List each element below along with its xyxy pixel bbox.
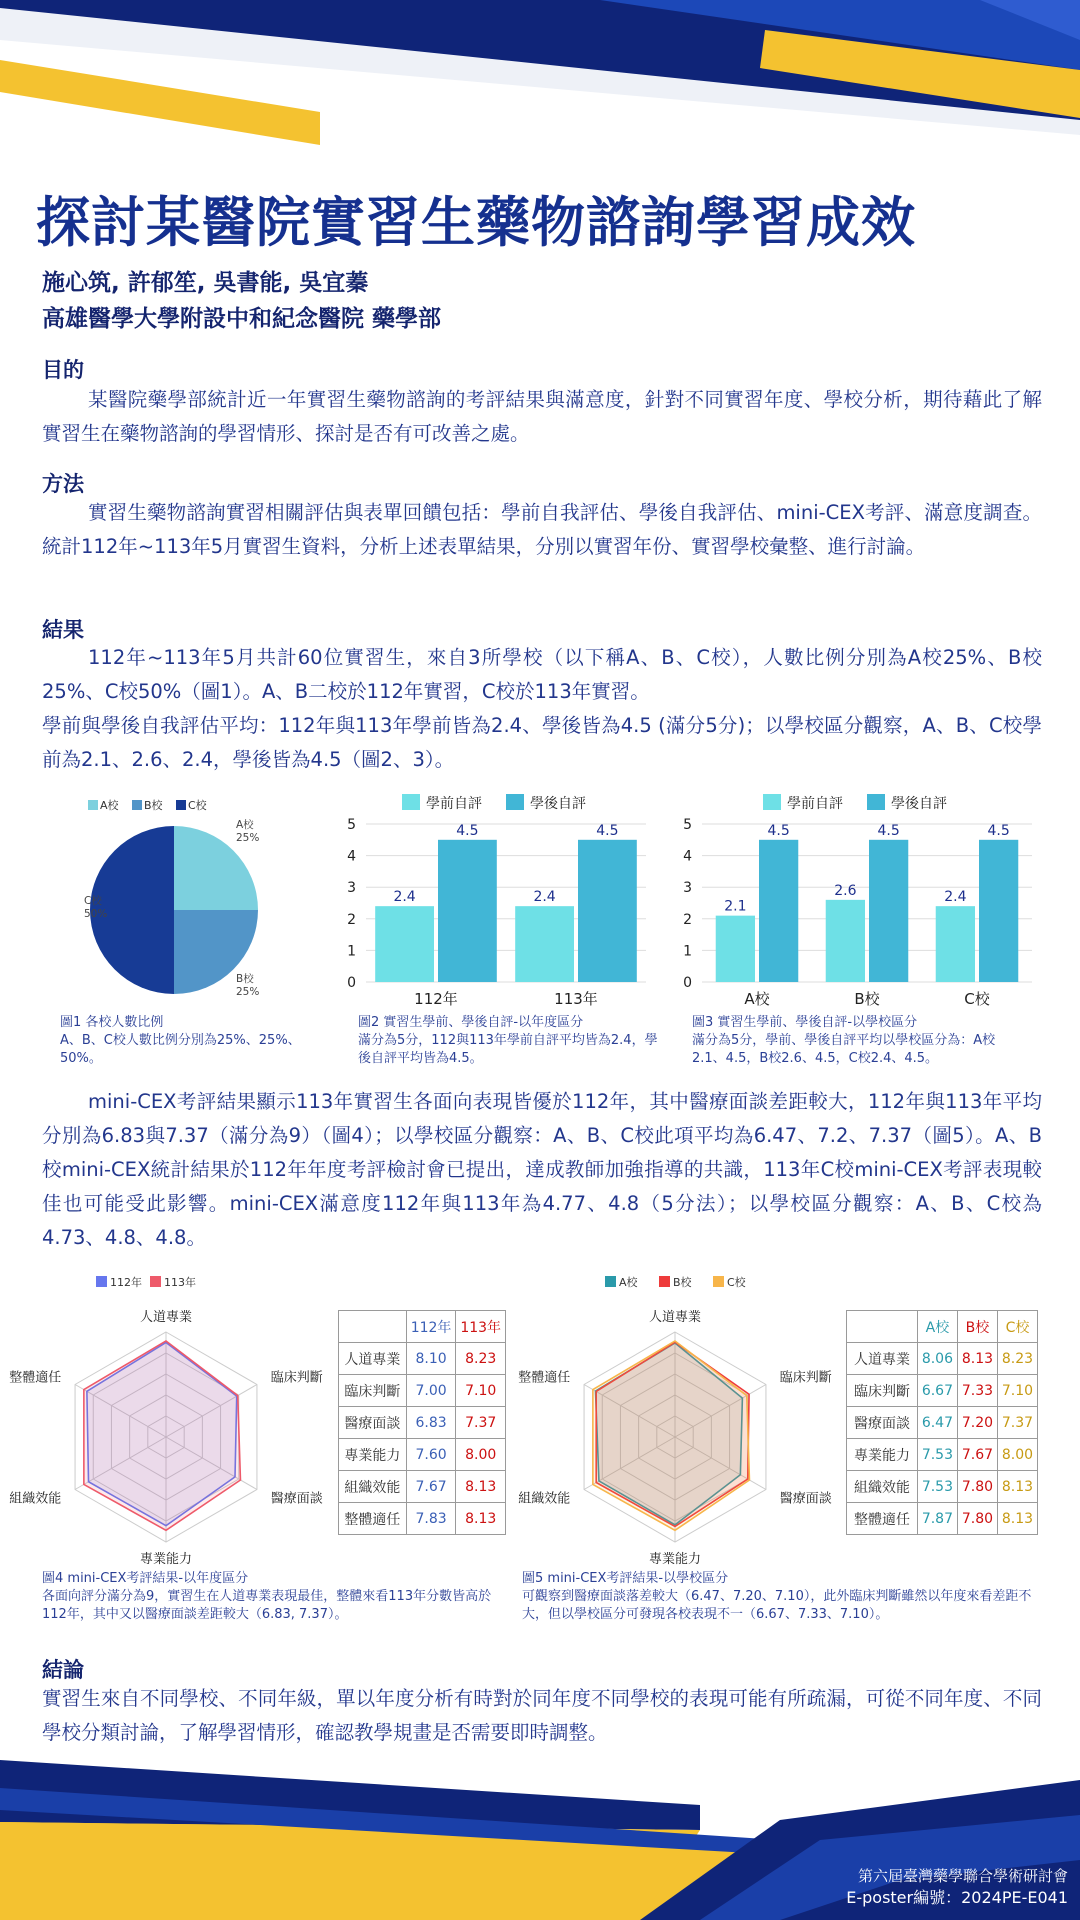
bar-legend-swatch — [506, 794, 524, 810]
table-row — [339, 1471, 506, 1503]
figure-1-caption: 圖1 各校人數比例 A、B、C校人數比例分別為25%、25%、50%。 — [60, 1015, 301, 1066]
bar-legend-swatch — [763, 794, 781, 810]
figure-3-bar-chart — [676, 788, 1036, 1010]
table-row — [339, 1343, 506, 1375]
bar — [759, 840, 798, 982]
bar-y-tick: 0 — [683, 975, 692, 991]
radar-axis-label: 醫療面談 — [779, 1491, 832, 1507]
bar-value-label: 2.6 — [834, 882, 857, 899]
bar-x-tick: C校 — [964, 990, 990, 1008]
methods-text: 實習生藥物諮詢實習相關評估與表單回饋包括：學前自我評估、學後自我評估、mini-CEX考評、滿意度調查。統計112年~113年5月實習生資料，分析上述表單結果，分別以實習年份、實習學校彙整、進行討論。 — [42, 501, 1042, 558]
bar-value-label: 2.1 — [724, 898, 747, 915]
figure-5-radar-chart — [518, 1272, 852, 1567]
table-cell: 人道專業 — [847, 1343, 918, 1375]
affiliation: 高雄醫學大學附設中和紀念醫院 藥學部 — [42, 306, 442, 332]
bar — [869, 840, 908, 982]
radar-axis-label: 整體適任 — [518, 1370, 571, 1386]
pie-label-name: A校 — [236, 819, 254, 831]
objective-heading: 目的 — [42, 358, 84, 382]
pie-legend-label: A校 — [100, 799, 119, 812]
radar-legend-label: 113年 — [164, 1276, 196, 1289]
table-header-cell — [847, 1311, 918, 1343]
table-header-cell — [339, 1311, 407, 1343]
table-cell: 7.10 — [997, 1375, 1037, 1407]
bar-x-tick: A校 — [744, 990, 770, 1008]
conference-name: 第六屆臺灣藥學聯合學術研討會 — [857, 1867, 1068, 1885]
bar-y-tick: 2 — [683, 911, 692, 928]
radar-legend-label: C校 — [727, 1276, 746, 1289]
table-cell: 8.13 — [957, 1343, 997, 1375]
results-heading: 結果 — [42, 618, 84, 642]
table-cell: 7.83 — [406, 1503, 456, 1535]
pie-legend-swatch — [88, 800, 98, 810]
table-cell: 8.13 — [997, 1503, 1037, 1535]
table-cell: 7.37 — [997, 1407, 1037, 1439]
table-cell: 6.83 — [406, 1407, 456, 1439]
footer-info — [846, 1866, 1068, 1908]
table-row — [847, 1375, 1038, 1407]
table-cell: 8.23 — [456, 1343, 506, 1375]
table-cell: 8.00 — [456, 1439, 506, 1471]
bar-y-tick: 1 — [347, 943, 356, 960]
radar-axis-label: 臨床判斷 — [270, 1370, 323, 1386]
radar-legend-swatch — [713, 1276, 724, 1287]
table-row — [339, 1439, 506, 1471]
pie-label-value: 25% — [236, 832, 260, 844]
table-row — [847, 1407, 1038, 1439]
radar-legend-swatch — [605, 1276, 616, 1287]
objective-text: 某醫院藥學部統計近一年實習生藥物諮詢的考評結果與滿意度，針對不同實習年度、學校分析，期待藉此了解實習生在藥物諮詢的學習情形、探討是否有可改善之處。 — [42, 388, 1042, 445]
table-cell: 醫療面談 — [339, 1407, 407, 1439]
table-row — [847, 1471, 1038, 1503]
bar — [826, 900, 865, 982]
table-row — [339, 1407, 506, 1439]
table-cell: 8.06 — [917, 1343, 957, 1375]
bar-legend-swatch — [867, 794, 885, 810]
table-cell: 6.67 — [917, 1375, 957, 1407]
bar-legend-label: 學後自評 — [891, 796, 947, 812]
pie-legend-swatch — [132, 800, 142, 810]
bar-y-tick: 2 — [347, 911, 356, 928]
figure-2-caption: 圖2 實習生學前、學後自評-以年度區分 滿分為5分，112與113年學前自評平均皆為2.4，學後自評平均皆為4.5。 — [358, 1015, 658, 1066]
bar-legend-label: 學後自評 — [530, 796, 586, 812]
radar-legend-label: 112年 — [110, 1276, 142, 1289]
figure-5-caption: 圖5 mini-CEX考評結果-以學校區分 可觀察到醫療面談落差較大（6.47、7.20、7.10），此外臨床判斷雖然以年度來看差距不大，但以學校區分可發現各校表現不一（6.67、7.33、7.10）。 — [522, 1571, 1032, 1622]
pie-label-value: 25% — [236, 986, 260, 998]
authors: 施心筑, 許郁笙, 吳書能, 吳宜蓁 — [42, 270, 369, 296]
table-cell: 組織效能 — [339, 1471, 407, 1503]
radar-legend-swatch — [659, 1276, 670, 1287]
figure-4-score-table — [338, 1310, 506, 1535]
bar-y-tick: 3 — [683, 880, 692, 897]
radar-legend-swatch — [96, 1276, 107, 1287]
results-text-1: 112年~113年5月共計60位實習生，來自3所學校（以下稱A、B、C校），人數比例分別為A校25%、B校25%、C校50%（圖1）。A、B二校於112年實習，C校於113年實習。 學前與學後自我評估平均：112年與113年學前皆為2.4、學後皆為4.5 (滿分5分)；以學校區分觀察，A、B、C校學前為2.1、2.6、2.4，學後皆為4.5（圖2、3）。 — [42, 646, 1042, 771]
table-cell: 7.87 — [917, 1503, 957, 1535]
table-cell: 7.20 — [957, 1407, 997, 1439]
table-cell: 整體適任 — [847, 1503, 918, 1535]
table-cell: 專業能力 — [339, 1439, 407, 1471]
bar-legend-label: 學前自評 — [426, 796, 482, 812]
pie-legend-label: B校 — [144, 799, 163, 812]
pie-legend-label: C校 — [188, 799, 207, 812]
table-cell: 7.67 — [957, 1439, 997, 1471]
radar-axis-label: 人道專業 — [648, 1310, 702, 1325]
bar — [979, 840, 1018, 982]
bar-y-tick: 4 — [347, 848, 356, 865]
bar-legend-label: 學前自評 — [787, 796, 843, 812]
radar-axis-label: 專業能力 — [648, 1552, 702, 1567]
bar-value-label: 4.5 — [767, 822, 790, 839]
radar-legend-swatch — [150, 1276, 161, 1287]
pie-legend-swatch — [176, 800, 186, 810]
table-row — [339, 1503, 506, 1535]
table-cell: 臨床判斷 — [339, 1375, 407, 1407]
conclusion-text: 實習生來自不同學校、不同年級，單以年度分析有時對於同年度不同學校的表現可能有所疏漏，可從不同年度、不同學校分類討論，了解學習情形，確認教學規畫是否需要即時調整。 — [42, 1687, 1042, 1744]
table-header-cell: C校 — [997, 1311, 1037, 1343]
bar-value-label: 4.5 — [877, 822, 900, 839]
table-cell: 7.33 — [957, 1375, 997, 1407]
table-cell: 8.13 — [456, 1471, 506, 1503]
radar-series — [593, 1341, 750, 1530]
table-cell: 專業能力 — [847, 1439, 918, 1471]
table-cell: 7.37 — [456, 1407, 506, 1439]
table-cell: 整體適任 — [339, 1503, 407, 1535]
bar-legend-swatch — [402, 794, 420, 810]
bar-y-tick: 5 — [683, 817, 692, 833]
bar — [716, 916, 755, 982]
bar-x-tick: 113年 — [554, 990, 598, 1008]
radar-axis-label: 組織效能 — [518, 1491, 571, 1507]
table-cell: 8.13 — [997, 1471, 1037, 1503]
bar-y-tick: 5 — [347, 817, 356, 833]
table-cell: 8.00 — [997, 1439, 1037, 1471]
figure-3-caption: 圖3 實習生學前、學後自評-以學校區分 滿分為5分，學前、學後自評平均以學校區分為：A校2.1、4.5，B校2.6、4.5，C校2.4、4.5。 — [692, 1015, 996, 1066]
table-cell: 7.00 — [406, 1375, 456, 1407]
bar-value-label: 4.5 — [596, 822, 619, 839]
figure-2-bar-chart — [340, 788, 650, 1010]
table-header-cell: 113年 — [456, 1311, 506, 1343]
bar-y-tick: 1 — [683, 943, 692, 960]
bar-y-tick: 0 — [347, 975, 356, 991]
bar — [515, 906, 574, 982]
methods-heading: 方法 — [42, 472, 84, 496]
pie-label-name: B校 — [236, 973, 254, 985]
bar-x-tick: B校 — [854, 990, 880, 1008]
table-row — [847, 1439, 1038, 1471]
figure-4-caption: 圖4 mini-CEX考評結果-以年度區分 各面向評分滿分為9，實習生在人道專業表現最佳，整體來看113年分數皆高於112年，其中又以醫療面談差距較大（6.83, 7.37）。 — [42, 1571, 492, 1622]
table-row — [847, 1503, 1038, 1535]
pie-label-value: 50% — [84, 908, 108, 920]
pie-label-name: C校 — [84, 895, 102, 907]
table-row — [339, 1375, 506, 1407]
table-cell: 7.10 — [456, 1375, 506, 1407]
table-cell: 醫療面談 — [847, 1407, 918, 1439]
bar-y-tick: 4 — [683, 848, 692, 865]
table-cell: 7.53 — [917, 1439, 957, 1471]
bar-x-tick: 112年 — [414, 990, 458, 1008]
bar — [375, 906, 434, 982]
radar-axis-label: 臨床判斷 — [779, 1370, 832, 1386]
bar-value-label: 2.4 — [393, 889, 416, 906]
table-cell: 7.80 — [957, 1503, 997, 1535]
radar-axis-label: 人道專業 — [139, 1310, 193, 1325]
table-cell: 6.47 — [917, 1407, 957, 1439]
table-header-cell: 112年 — [406, 1311, 456, 1343]
table-cell: 7.80 — [957, 1471, 997, 1503]
radar-axis-label: 醫療面談 — [270, 1491, 323, 1507]
figure-1-pie-chart — [50, 792, 280, 1007]
table-cell: 臨床判斷 — [847, 1375, 918, 1407]
bar — [936, 906, 975, 982]
bar — [438, 840, 497, 982]
figure-5-score-table — [846, 1310, 1038, 1535]
table-cell: 7.60 — [406, 1439, 456, 1471]
bar-value-label: 2.4 — [944, 889, 967, 906]
radar-axis-label: 專業能力 — [139, 1552, 193, 1567]
radar-legend-label: A校 — [619, 1276, 638, 1289]
figure-4-radar-chart — [9, 1272, 338, 1567]
table-cell: 組織效能 — [847, 1471, 918, 1503]
poster-id: E-poster編號：2024PE-E041 — [846, 1888, 1068, 1907]
bar-value-label: 2.4 — [533, 889, 556, 906]
table-cell: 人道專業 — [339, 1343, 407, 1375]
table-cell: 8.23 — [997, 1343, 1037, 1375]
bar-value-label: 4.5 — [987, 822, 1010, 839]
results-text-2: mini-CEX考評結果顯示113年實習生各面向表現皆優於112年，其中醫療面談差距較大，112年與113年平均分別為6.83與7.37（滿分為9）（圖4）；以學校區分觀察：A、B、C校此項平均為6.47、7.2、7.37（圖5）。A、B校mini-CEX統計結果於112年年度考評檢討會已提出，達成教師加強指導的共識，113年C校mini-CEX考評表現較佳也可能受此影響。mini-CEX滿意度112年與113年為4.77、4.8（5分法）；以學校區分觀察：A、B、C校為4.73、4.8、4.8。 — [42, 1090, 1042, 1249]
radar-axis-label: 整體適任 — [9, 1370, 62, 1386]
poster-title: 探討某醫院實習生藥物諮詢學習成效 — [36, 191, 916, 254]
table-cell: 8.13 — [456, 1503, 506, 1535]
table-header-cell: B校 — [957, 1311, 997, 1343]
table-cell: 7.53 — [917, 1471, 957, 1503]
header-decoration — [0, 0, 1080, 175]
table-cell: 8.10 — [406, 1343, 456, 1375]
table-row — [847, 1343, 1038, 1375]
bar-value-label: 4.5 — [456, 822, 479, 839]
table-header-cell: A校 — [917, 1311, 957, 1343]
bar-y-tick: 3 — [347, 880, 356, 897]
radar-axis-label: 組織效能 — [9, 1491, 62, 1507]
radar-series — [84, 1341, 241, 1530]
table-cell: 7.67 — [406, 1471, 456, 1503]
radar-legend-label: B校 — [673, 1276, 692, 1289]
conclusion-heading: 結論 — [42, 1658, 84, 1682]
bar — [578, 840, 637, 982]
